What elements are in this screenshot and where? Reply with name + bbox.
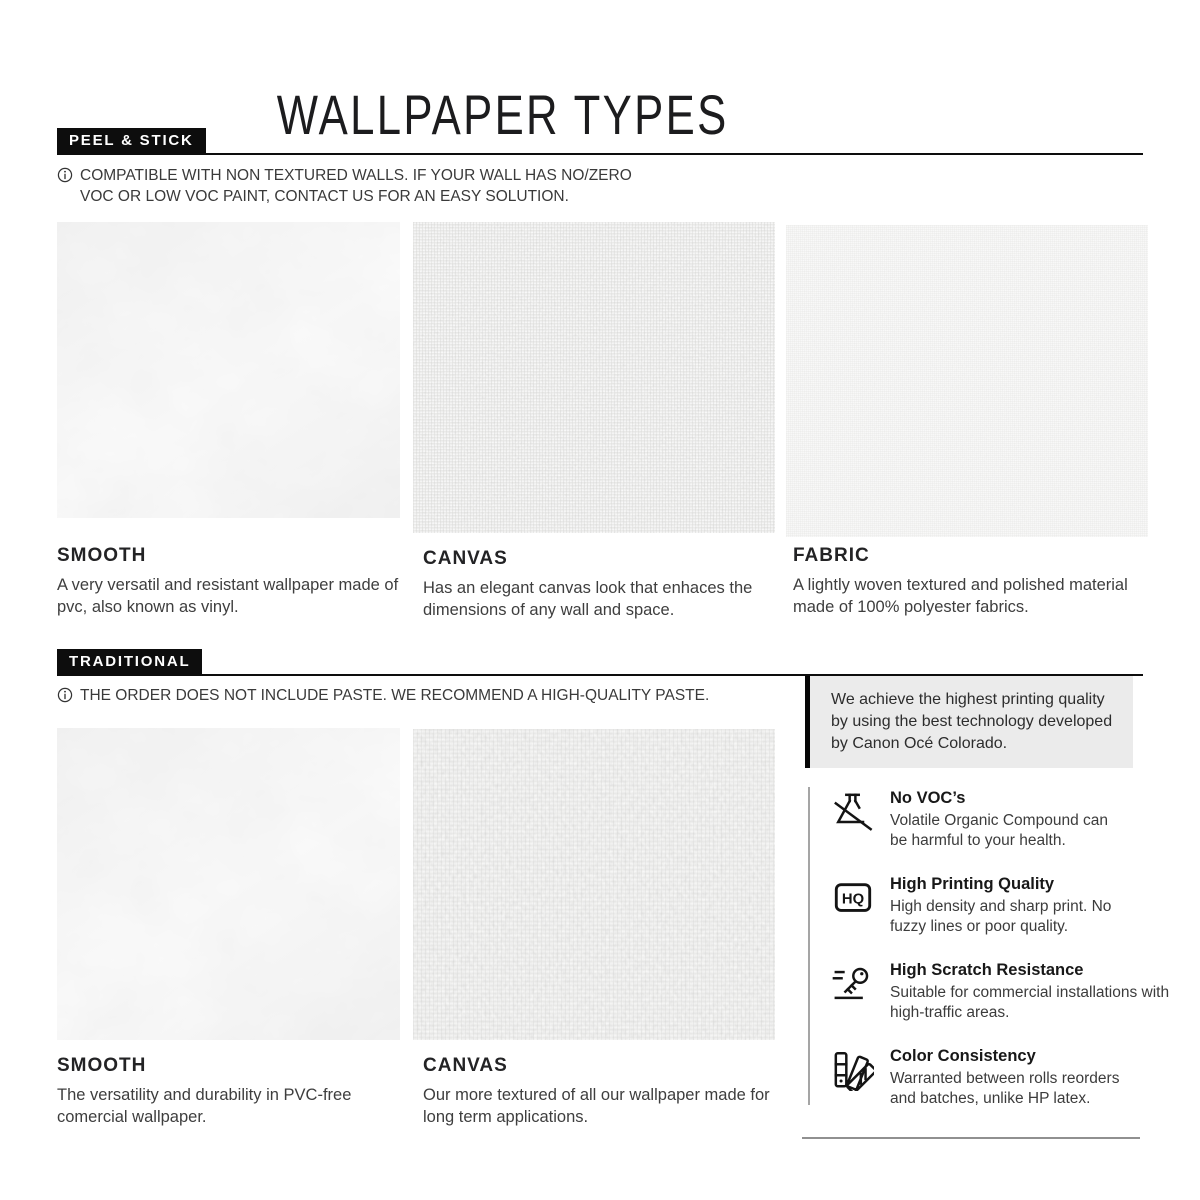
- svg-text:HQ: HQ: [841, 891, 865, 908]
- circle-info-icon: [57, 687, 73, 703]
- caption-canvas-traditional: [423, 1055, 775, 1129]
- feature-description: High density and sharp print. No fuzzy lines or poor quality.: [890, 898, 1112, 935]
- features-left-rule: [808, 787, 810, 1105]
- section-header-traditional: [57, 649, 1143, 676]
- feature-text: [890, 875, 1130, 936]
- feature-high-scratch-resistance: [832, 961, 1178, 1022]
- section-label-traditional: TRADITIONAL: [57, 649, 202, 674]
- swatch-description: Our more textured of all our wallpaper made for long term applications.: [423, 1086, 770, 1126]
- key-scratch-icon: [832, 963, 874, 1005]
- feature-high-printing-quality: [832, 875, 1130, 936]
- swatch-name: SMOOTH: [57, 545, 147, 566]
- note-peel-stick: [57, 166, 657, 208]
- swatch-image-canvas-peel: [413, 222, 775, 533]
- note-text: THE ORDER DOES NOT INCLUDE PASTE. WE RECOMMEND A HIGH-QUALITY PASTE.: [80, 687, 710, 704]
- feature-title: Color Consistency: [890, 1047, 1036, 1065]
- feature-description: Warranted between rolls reorders and batches, unlike HP latex.: [890, 1070, 1120, 1107]
- caption-canvas-peel: [423, 548, 775, 622]
- feature-no-voc: [832, 789, 1125, 850]
- swatch-name: CANVAS: [423, 1055, 508, 1076]
- swatch-description: The versatility and durability in PVC-free comercial wallpaper.: [57, 1086, 352, 1126]
- feature-text: [890, 1047, 1142, 1108]
- swatch-image-smooth-peel: [57, 222, 400, 518]
- no-voc-flask-icon: [832, 791, 874, 833]
- hq-badge-icon: [832, 877, 874, 919]
- swatch-name: FABRIC: [793, 545, 870, 566]
- section-label-peel-stick: PEEL & STICK: [57, 128, 206, 153]
- printing-quality-callout: [805, 676, 1133, 768]
- circle-info-icon: [57, 167, 73, 183]
- swatch-image-canvas-traditional: [413, 729, 775, 1040]
- feature-text: [890, 789, 1125, 850]
- swatch-description: A lightly woven textured and polished material made of 100% polyester fabrics.: [793, 576, 1128, 616]
- feature-title: High Scratch Resistance: [890, 961, 1084, 979]
- note-traditional: [57, 686, 797, 707]
- swatch-image-fabric-peel: [786, 225, 1148, 537]
- swatch-name: CANVAS: [423, 548, 508, 569]
- right-panel-bottom-rule: [802, 1137, 1140, 1139]
- section-header-peel-stick: [57, 128, 1143, 155]
- page-title: WALLPAPER TYPES: [276, 82, 729, 146]
- feature-description: Volatile Organic Compound can be harmful to your health.: [890, 812, 1108, 849]
- note-text: COMPATIBLE WITH NON TEXTURED WALLS. IF YOUR WALL HAS NO/ZERO VOC OR LOW VOC PAINT, CONTACT US FOR AN EASY SOLUTION.: [80, 167, 632, 205]
- swatch-name: SMOOTH: [57, 1055, 147, 1076]
- feature-text: [890, 961, 1178, 1022]
- swatch-image-smooth-traditional: [57, 728, 400, 1040]
- feature-title: No VOC’s: [890, 789, 966, 807]
- swatch-description: Has an elegant canvas look that enhaces the dimensions of any wall and space.: [423, 579, 753, 619]
- caption-smooth-peel: [57, 545, 402, 619]
- feature-color-consistency: [832, 1047, 1142, 1108]
- feature-description: Suitable for commercial installations with high-traffic areas.: [890, 984, 1170, 1021]
- color-swatch-fan-icon: [832, 1049, 874, 1091]
- feature-title: High Printing Quality: [890, 875, 1055, 893]
- swatch-description: A very versatil and resistant wallpaper made of pvc, also known as vinyl.: [57, 576, 399, 616]
- caption-fabric-peel: [793, 545, 1145, 619]
- printing-quality-text: We achieve the highest printing quality by using the best technology developed by Canon Océ Colorado.: [831, 691, 1113, 752]
- caption-smooth-traditional: [57, 1055, 367, 1129]
